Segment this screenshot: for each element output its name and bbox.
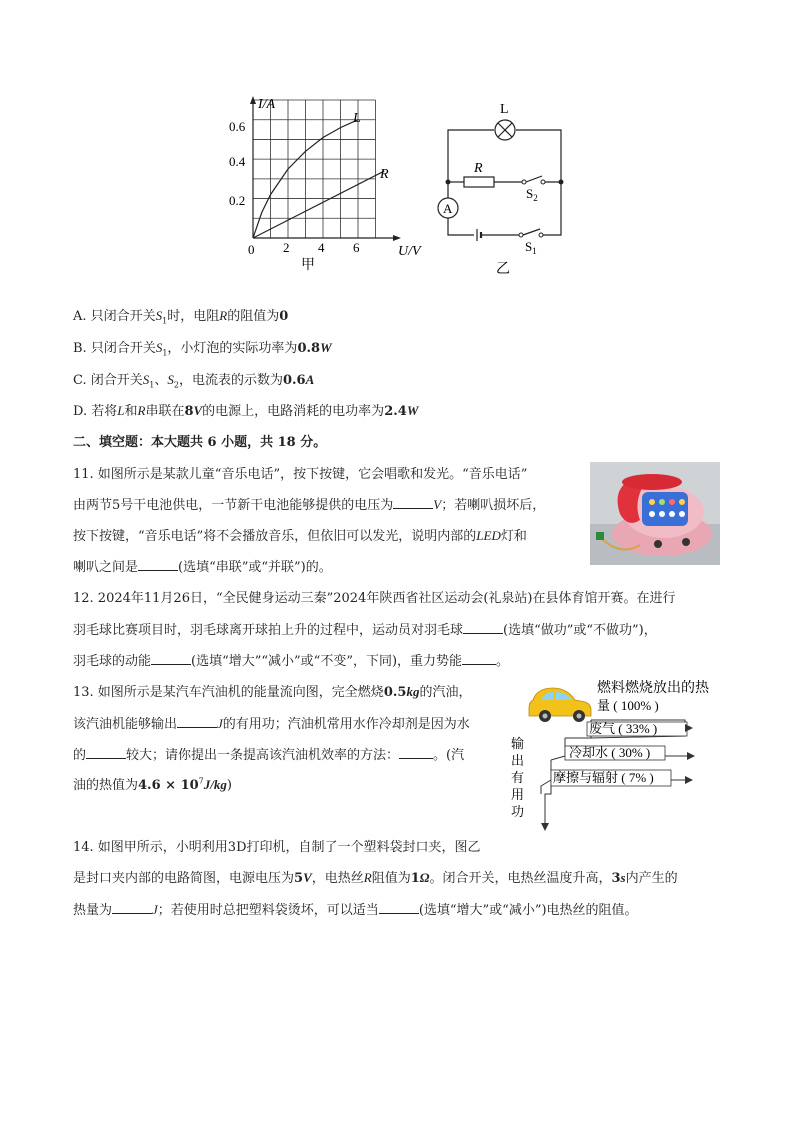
x-axis-arrow — [393, 235, 401, 241]
q14-line2: 是封口夹内部的电路简图，电源电压为5V，电热丝R阻值为1Ω。闭合开关，电热丝温度升高，3s内产生的 — [73, 870, 678, 886]
q11-blank-1[interactable] — [393, 496, 433, 509]
q14-blank-2[interactable] — [379, 901, 419, 914]
energy-top-line1: 燃料燃烧放出的热 — [597, 681, 709, 696]
q14-line1: 14. 如图甲所示，小明利用3D打印机，自制了一个塑料袋封口夹，图乙 — [73, 840, 481, 855]
switch-s1-label: $S_1$ — [525, 239, 537, 256]
wire-top — [448, 130, 494, 182]
ammeter-label: A — [443, 201, 453, 216]
useful-char-1: 输 — [511, 736, 525, 751]
x-tick-2: 2 — [283, 240, 290, 255]
q14-blank-1[interactable] — [112, 901, 152, 914]
x-tick-4: 4 — [318, 240, 325, 255]
q13-line1: 13. 如图所示是某汽车汽油机的能量流向图，完全燃烧0.5kg的汽油， — [73, 684, 472, 700]
q12-line3: 羽毛球的动能 (选填“增大”“减小”或“不变”，下同)，重力势能 。 — [73, 654, 510, 669]
option-b: B. 只闭合开关$S_1$，小灯泡的实际功率为0.8W — [73, 340, 332, 358]
useful-char-5: 功 — [511, 804, 525, 819]
wire-top-right — [516, 130, 561, 182]
x-tick-6: 6 — [353, 240, 360, 255]
q13-blank-2[interactable] — [86, 746, 126, 759]
x-axis-label: U/V — [398, 244, 421, 259]
q11-line4: 喇叭之间是 (选填“串联”或“并联”)的。 — [73, 560, 332, 575]
switch-s1-icon — [523, 229, 540, 235]
resistor-icon — [464, 177, 494, 187]
curve-L-label: L — [353, 111, 361, 126]
energy-top-line2: 量 ( 100% ) — [597, 698, 659, 713]
figure-yi-circuit — [430, 100, 580, 275]
q11-line2: 由两节5号干电池供电，一节新干电池能够提供的电压为 V；若喇叭损坏后， — [73, 497, 546, 513]
music-phone-photo — [590, 462, 720, 565]
switch-s2-icon — [526, 176, 542, 182]
q13-blank-3[interactable] — [399, 746, 433, 759]
q11-line1: 11. 如图所示是某款儿童“音乐电话”，按下按键，它会唱歌和发光。“音乐电话” — [73, 467, 528, 482]
q13-blank-1[interactable] — [177, 715, 217, 728]
origin-label: 0 — [248, 242, 255, 257]
coolant-label: 冷却水 ( 30% ) — [569, 745, 651, 760]
option-d: D. 若将L和R串联在8V的电源上，电路消耗的电功率为2.4W — [73, 403, 419, 419]
figure-jia-caption: 甲 — [301, 258, 315, 272]
energy-flow-diagram — [505, 676, 725, 834]
q12-blank-2[interactable] — [151, 652, 191, 665]
junction-left — [446, 180, 451, 185]
y-tick-0.2: 0.2 — [229, 193, 246, 208]
curve-R-label: R — [380, 167, 389, 182]
figure-jia-graph — [225, 92, 435, 272]
q14-line3: 热量为 J；若使用时总把塑料袋烫坏，可以适当 (选填“增大”或“减小”)电热丝的阻值。 — [73, 902, 638, 918]
option-a: A. 只闭合开关$S_1$时，电阻R的阻值为0 — [73, 308, 289, 326]
figure-yi-caption: 乙 — [496, 262, 510, 275]
q12-blank-3[interactable] — [462, 652, 496, 665]
q12-line2: 羽毛球比赛项目时，羽毛球离开球拍上升的过程中，运动员对羽毛球 (选填“做功”或“不做功”)， — [73, 623, 657, 638]
junction-right — [559, 180, 564, 185]
q12-blank-1[interactable] — [463, 621, 503, 634]
q11-line3: 按下按键，“音乐电话”将不会播放音乐，但依旧可以发光，说明内部的LED灯和 — [73, 528, 527, 544]
useful-work-flow — [545, 780, 551, 824]
q11-blank-2[interactable] — [138, 558, 178, 571]
y-axis-label: I/A — [258, 97, 276, 112]
friction-label: 摩擦与辐射 ( 7% ) — [553, 770, 654, 785]
car-icon — [529, 688, 591, 722]
switch-s2-label: $S_2$ — [526, 186, 538, 203]
section-2-title: 二、填空题：本大题共 6 小题，共 18 分。 — [73, 435, 327, 450]
useful-char-3: 有 — [511, 770, 525, 785]
resistor-label: R — [474, 161, 483, 176]
y-tick-0.4: 0.4 — [229, 154, 246, 169]
option-c: C. 闭合开关$S_1$、$S_2$，电流表的示数为0.6A — [73, 372, 315, 390]
exhaust-label: 废气 ( 33% ) — [589, 721, 658, 736]
lamp-label: L — [500, 102, 509, 117]
q13-line4: 油的热值为$4.6 \times 10^7J/kg$) — [73, 776, 232, 793]
curve-R — [253, 171, 384, 238]
q13-line3: 的 较大；请你提出一条提高该汽油机效率的方法： 。(汽 — [73, 748, 465, 763]
q13-line2: 该汽油机能够输出 J的有用功；汽油机常用水作冷却剂是因为水 — [73, 716, 470, 732]
y-tick-0.6: 0.6 — [229, 119, 246, 134]
useful-char-4: 用 — [511, 787, 525, 802]
useful-char-2: 出 — [511, 753, 525, 768]
q12-line1: 12. 2024年11月26日，“全民健身运动三秦”2024年陕西省社区运动会(礼泉站)在县体育馆开赛。在进行 — [73, 591, 676, 606]
